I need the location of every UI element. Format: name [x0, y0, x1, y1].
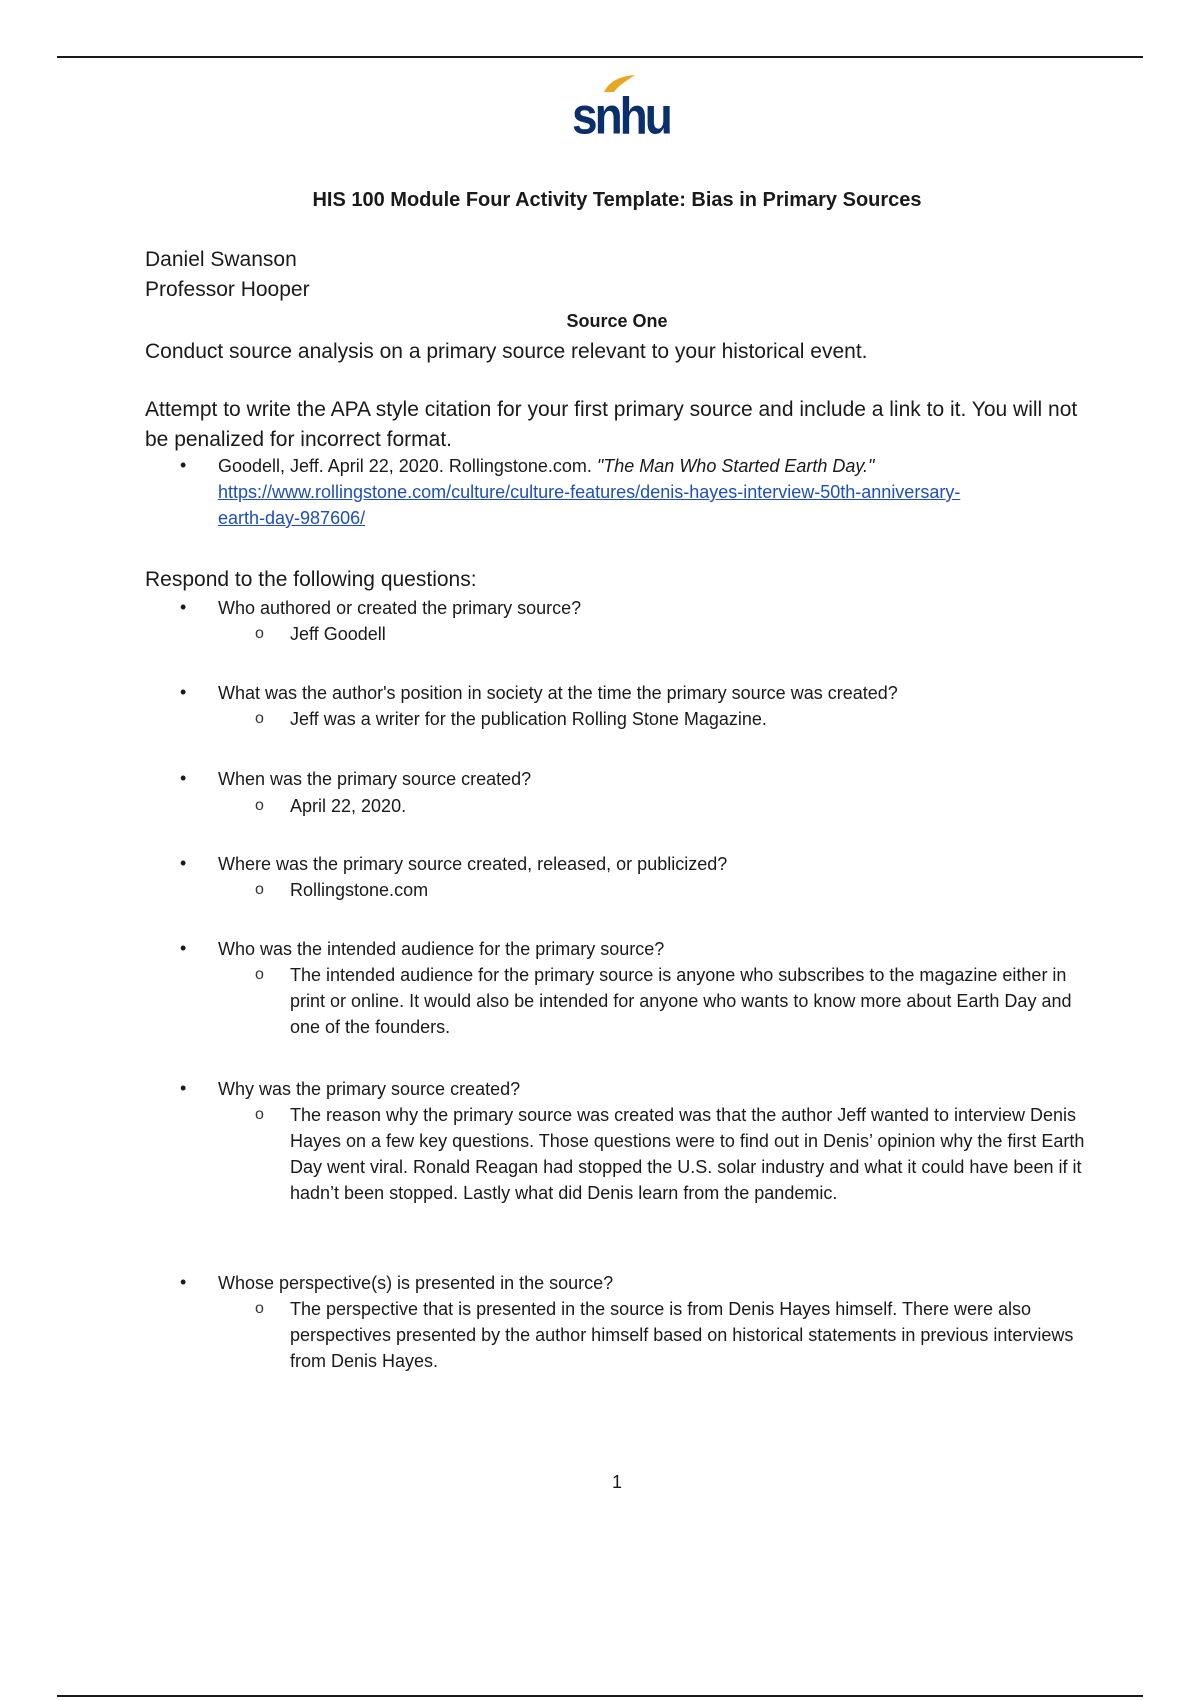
- question-3: When was the primary source created?: [218, 769, 532, 789]
- citation-prefix: Goodell, Jeff. April 22, 2020. Rollingstone.com.: [218, 456, 597, 476]
- top-rule: [57, 56, 1143, 58]
- section-heading: Source One: [566, 311, 668, 331]
- answer-5: The intended audience for the primary source is anyone who subscribes to the magazine either in print or online. It would also be intended for anyone who wants to know more about Earth Day and one of the founders.: [290, 965, 1072, 1037]
- sub-bullet-marker: o: [255, 625, 264, 642]
- question-2: What was the author's position in society at the time the primary source was created?: [218, 683, 898, 703]
- bullet-marker: •: [180, 1272, 187, 1292]
- sub-bullet-marker: o: [255, 797, 264, 814]
- student-name: Daniel Swanson: [145, 248, 297, 271]
- question-1: Who authored or created the primary source?: [218, 598, 582, 618]
- intro-paragraph: Conduct source analysis on a primary source relevant to your historical event.: [145, 340, 868, 363]
- answer-4: Rollingstone.com: [290, 880, 429, 900]
- citation: [218, 453, 998, 531]
- questions-prompt: Respond to the following questions:: [145, 568, 477, 591]
- sub-bullet-marker: o: [255, 1106, 264, 1123]
- bullet-marker: •: [180, 768, 187, 788]
- sub-bullet-marker: o: [255, 881, 264, 898]
- question-4: Where was the primary source created, released, or publicized?: [218, 854, 728, 874]
- question-7: Whose perspective(s) is presented in the source?: [218, 1273, 614, 1293]
- bottom-rule: [57, 1695, 1143, 1697]
- sub-bullet-marker: o: [255, 1300, 264, 1317]
- snhu-logo: [572, 74, 670, 145]
- answer-1: Jeff Goodell: [290, 624, 386, 644]
- citation-prompt: Attempt to write the APA style citation for your first primary source and include a link to it. You will not be penalized for incorrect format.: [145, 398, 1078, 451]
- question-5: Who was the intended audience for the primary source?: [218, 939, 665, 959]
- professor-name: Professor Hooper: [145, 278, 310, 301]
- answer-2: Jeff was a writer for the publication Rolling Stone Magazine.: [290, 709, 767, 729]
- answer-7: The perspective that is presented in the source is from Denis Hayes himself. There were also perspectives presented by the author himself based on historical statements in previous interviews from Denis Hayes.: [290, 1299, 1074, 1371]
- sub-bullet-marker: o: [255, 966, 264, 983]
- bullet-marker: •: [180, 597, 187, 617]
- logo-text: snhu: [572, 86, 670, 145]
- page-number: 1: [611, 1472, 622, 1492]
- answer-3: April 22, 2020.: [290, 796, 407, 816]
- bullet-marker: •: [180, 938, 187, 958]
- bullet-marker: •: [180, 682, 187, 702]
- question-6: Why was the primary source created?: [218, 1079, 521, 1099]
- answer-6: The reason why the primary source was created was that the author Jeff wanted to interview Denis Hayes on a few key questions. Those questions were to find out in Denis’ opinion why the first Earth Day went viral. Ronald Reagan had stopped the U.S. solar industry and what it could have been if it hadn’t been stopped. Lastly what did Denis learn from the pandemic.: [290, 1105, 1085, 1203]
- document-title: HIS 100 Module Four Activity Template: Bias in Primary Sources: [312, 189, 922, 211]
- sub-bullet-marker: o: [255, 710, 264, 727]
- bullet-marker: •: [180, 853, 187, 873]
- citation-link[interactable]: https://www.rollingstone.com/culture/culture-features/denis-hayes-interview-50th-anniversary-earth-day-987606/: [218, 482, 961, 528]
- citation-title: "The Man Who Started Earth Day.": [596, 456, 875, 476]
- bullet-marker: •: [180, 455, 187, 475]
- bullet-marker: •: [180, 1078, 187, 1098]
